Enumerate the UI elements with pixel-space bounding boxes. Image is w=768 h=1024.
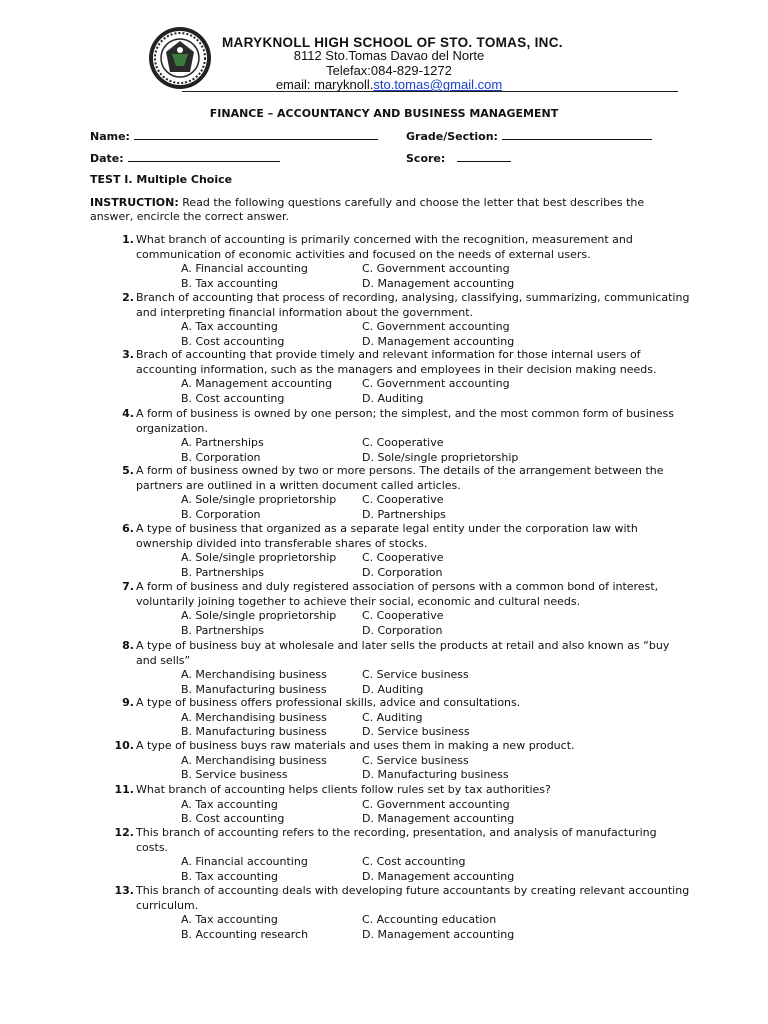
answer-options (181, 551, 690, 580)
question-text: What branch of accounting helps clients follow rules set by tax authorities? (136, 783, 551, 796)
option-c[interactable]: C. Accounting education (362, 913, 497, 926)
answer-options (181, 913, 690, 942)
question-number: 6. (122, 522, 134, 535)
question-text: Brach of accounting that provide timely and relevant information for those internal users of accounting information, such as the managers and employees in their decision making needs. (136, 348, 657, 376)
option-a[interactable]: A. Sole/single proprietorship (181, 493, 337, 506)
question-number: 7. (122, 580, 134, 593)
letterhead (0, 0, 768, 95)
option-b[interactable]: B. Manufacturing business (181, 725, 327, 738)
option-c[interactable]: C. Government accounting (362, 797, 510, 811)
option-d[interactable]: D. Partnerships (362, 507, 446, 521)
option-d[interactable]: D. Service business (362, 725, 470, 738)
option-d[interactable]: D. Management accounting (362, 927, 515, 941)
question-number: 10. (114, 739, 134, 752)
option-d[interactable]: D. Auditing (362, 682, 424, 696)
option-a[interactable]: A. Financial accounting (181, 262, 308, 275)
question-text: A form of business owned by two or more persons. The details of the arrangement between the partners are outlined in a written document called articles. (136, 464, 664, 492)
question-number: 5. (122, 464, 134, 477)
answer-options (181, 711, 690, 740)
answer-options (181, 436, 690, 465)
question-item (110, 639, 690, 697)
option-a[interactable]: A. Merchandising business (181, 753, 327, 767)
question-item (110, 522, 690, 580)
question-item (110, 407, 690, 465)
option-b[interactable]: B. Partnerships (181, 565, 264, 579)
option-d[interactable]: D. Management accounting (362, 334, 515, 348)
school-name: MARYKNOLL HIGH SCHOOL OF STO. TOMAS, INC. (222, 35, 563, 50)
option-d[interactable]: D. Management accounting (362, 276, 515, 290)
option-a[interactable]: A. Partnerships (181, 436, 264, 449)
option-a[interactable]: A. Tax accounting (181, 797, 278, 811)
option-c[interactable]: C. Cost accounting (362, 855, 466, 868)
option-b[interactable]: B. Corporation (181, 450, 261, 464)
answer-options (181, 377, 690, 406)
answer-options (181, 493, 690, 522)
question-item (110, 233, 690, 291)
answer-options (181, 609, 690, 638)
name-field (90, 129, 378, 143)
answer-options (181, 668, 690, 697)
option-c[interactable]: C. Government accounting (362, 320, 510, 333)
answer-options (181, 798, 690, 827)
question-number: 8. (122, 639, 134, 652)
question-item (110, 739, 690, 783)
question-text: A type of business buy at wholesale and later sells the products at retail and also known as “buy and sells” (136, 639, 670, 667)
option-d[interactable]: D. Sole/single proprietorship (362, 450, 519, 464)
option-b[interactable]: B. Cost accounting (181, 391, 285, 405)
score-field (406, 151, 511, 165)
grade-label: Grade/Section: (406, 130, 498, 143)
option-b[interactable]: B. Accounting research (181, 927, 309, 941)
answer-options (181, 320, 690, 349)
option-b[interactable]: B. Service business (181, 768, 288, 781)
date-field (90, 151, 280, 165)
name-blank[interactable] (134, 129, 378, 140)
test-title: TEST I. Multiple Choice (90, 173, 233, 186)
header-divider (182, 91, 678, 92)
option-b[interactable]: B. Tax accounting (181, 869, 279, 883)
option-c[interactable]: C. Government accounting (362, 377, 510, 390)
question-item (110, 826, 690, 884)
instruction-text: Read the following questions carefully and choose the letter that best describes the answer, encircle the correct answer. (90, 196, 645, 223)
question-number: 9. (122, 696, 134, 709)
option-c[interactable]: C. Cooperative (362, 436, 444, 449)
email-link[interactable]: sto.tomas@gmail.com (373, 77, 503, 92)
option-a[interactable]: A. Tax accounting (181, 320, 278, 333)
question-item (110, 783, 690, 827)
question-text: This branch of accounting refers to the recording, presentation, and analysis of manufacturing costs. (136, 826, 657, 854)
question-text: Branch of accounting that process of recording, analysing, classifying, summarizing, communicating and interpreting financial information about the government. (136, 291, 690, 319)
question-text: A type of business that organized as a separate legal entity under the corporation law with ownership divided into transferable shares of stocks. (136, 522, 638, 550)
option-d[interactable]: D. Corporation (362, 565, 443, 579)
date-blank[interactable] (128, 151, 280, 162)
option-a[interactable]: A. Financial accounting (181, 855, 308, 868)
option-a[interactable]: A. Sole/single proprietorship (181, 551, 337, 564)
page-title: FINANCE – ACCOUNTANCY AND BUSINESS MANAGEMENT (209, 107, 559, 120)
option-b[interactable]: B. Tax accounting (181, 276, 279, 290)
option-b[interactable]: B. Corporation (181, 507, 261, 521)
option-a[interactable]: A. Management accounting (181, 377, 333, 390)
option-b[interactable]: B. Partnerships (181, 623, 264, 637)
option-c[interactable]: C. Cooperative (362, 609, 444, 622)
school-email (0, 77, 768, 92)
question-text: This branch of accounting deals with developing future accountants by creating relevant accounting curriculum. (136, 884, 690, 912)
name-label: Name: (90, 130, 130, 143)
option-c[interactable]: C. Cooperative (362, 551, 444, 564)
option-c[interactable]: C. Cooperative (362, 493, 444, 506)
option-a[interactable]: A. Merchandising business (181, 668, 327, 681)
school-address: 8112 Sto.Tomas Davao del Norte (293, 48, 485, 63)
option-a[interactable]: A. Sole/single proprietorship (181, 609, 337, 622)
question-number: 3. (122, 348, 134, 361)
question-item (110, 884, 690, 942)
option-a[interactable]: A. Merchandising business (181, 710, 327, 724)
answer-options (181, 754, 690, 783)
option-c[interactable]: C. Auditing (362, 710, 423, 724)
question-item (110, 696, 690, 740)
question-item (110, 464, 690, 522)
question-text: A form of business and duly registered association of persons with a common bond of interest, voluntarily joining together to achieve their social, economic and cultural needs. (136, 580, 659, 608)
grade-field (406, 129, 652, 143)
option-b[interactable]: B. Cost accounting (181, 334, 285, 348)
score-blank[interactable] (457, 151, 511, 162)
question-item (110, 291, 690, 349)
option-b[interactable]: B. Cost accounting (181, 812, 285, 825)
question-number: 2. (122, 291, 134, 304)
option-d[interactable]: D. Manufacturing business (362, 768, 509, 781)
question-item (110, 348, 690, 406)
answer-options (181, 262, 690, 291)
option-c[interactable]: C. Service business (362, 668, 469, 681)
question-item (110, 580, 690, 638)
instruction-label: INSTRUCTION: (90, 196, 179, 209)
option-d[interactable]: D. Management accounting (362, 812, 515, 825)
option-b[interactable]: B. Manufacturing business (181, 682, 327, 696)
question-text: What branch of accounting is primarily concerned with the recognition, measurement and communication of economic activities and focused on the needs of external users. (136, 233, 633, 261)
option-d[interactable]: D. Management accounting (362, 869, 515, 883)
question-number: 13. (114, 884, 134, 897)
date-label: Date: (90, 152, 124, 165)
option-c[interactable]: C. Government accounting (362, 262, 510, 275)
question-number: 1. (122, 233, 134, 246)
question-text: A type of business offers professional skills, advice and consultations. (136, 696, 521, 709)
instruction (90, 196, 680, 224)
email-prefix: email: maryknoll. (275, 77, 374, 92)
option-a[interactable]: A. Tax accounting (181, 913, 278, 926)
school-telefax: Telefax:084-829-1272 (326, 63, 452, 78)
question-number: 4. (122, 407, 134, 420)
score-label: Score: (406, 152, 446, 165)
option-d[interactable]: D. Corporation (362, 623, 443, 637)
grade-blank[interactable] (502, 129, 652, 140)
question-text: A type of business buys raw materials and uses them in making a new product. (136, 739, 575, 752)
answer-options (181, 855, 690, 884)
option-d[interactable]: D. Auditing (362, 391, 424, 405)
question-text: A form of business is owned by one person; the simplest, and the most common form of business organization. (136, 407, 675, 435)
question-number: 12. (114, 826, 134, 839)
question-number: 11. (114, 783, 134, 796)
option-c[interactable]: C. Service business (362, 753, 469, 767)
